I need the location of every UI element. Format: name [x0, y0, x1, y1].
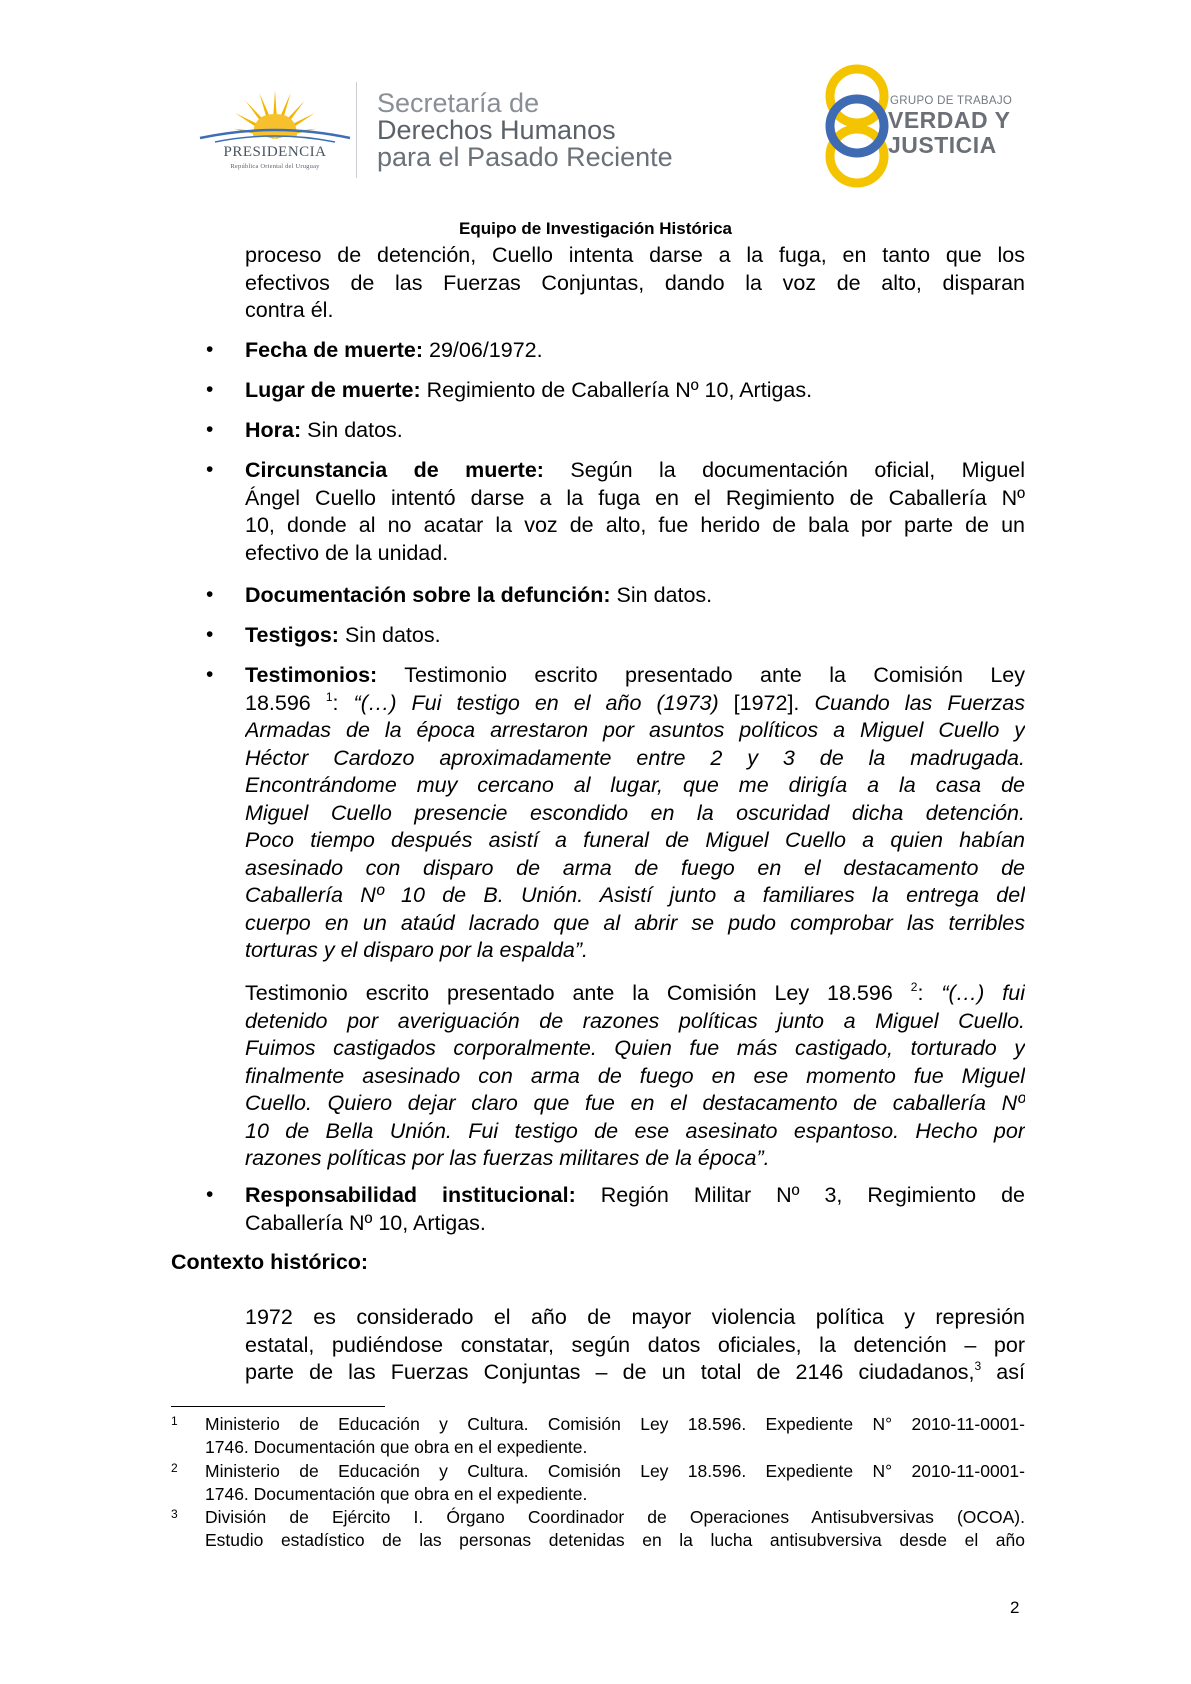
gtvj-line-3: JUSTICIA [888, 132, 997, 158]
circunstancia-line-4: efectivo de la unidad. [245, 540, 449, 565]
testimonio-2-intro: Testimonio escrito presentado ante la Comisión Ley 18.596 [245, 981, 893, 1005]
bullet-documentacion: • [206, 583, 214, 606]
contexto-paragraph [245, 1304, 1025, 1387]
responsabilidad-line-1 [245, 1182, 1025, 1210]
secretaria-line-3: para el Pasado Reciente [377, 142, 673, 172]
testimonios-line-7: Poco tiempo después asistí a funeral de Miguel Cuello a quien habían [245, 828, 1025, 852]
footnote-2-line-1: Ministerio de Educación y Cultura. Comisión Ley 18.596. Expediente N° 2010-11-0001- [205, 1461, 1025, 1481]
circunstancia-line-2: Ángel Cuello intentó darse a la fuga en el Regimiento de Caballería Nº [245, 485, 1025, 510]
bullet-lugar: • [206, 378, 214, 401]
testimonio-2-line-3: Fuimos castigados corporalmente. Quien fue más castigado, torturado y [245, 1036, 1025, 1060]
documentacion-value: Sin datos. [616, 583, 713, 607]
responsabilidad-line-2: Caballería Nº 10, Artigas. [245, 1210, 486, 1235]
bullet-fecha: • [206, 338, 214, 361]
testimonio-2-line-2: detenido por averiguación de razones políticas junto a Miguel Cuello. [245, 1008, 1025, 1033]
responsabilidad-label: Responsabilidad institucional: [245, 1183, 576, 1207]
contexto-text-3b: así [996, 1360, 1025, 1384]
testimonio-2-paragraph [245, 980, 1025, 1173]
bullet-responsabilidad: • [206, 1183, 214, 1206]
testimonio-2-line-6: 10 de Bella Unión. Fui testigo de ese asesinato espantoso. Hecho por [245, 1118, 1025, 1143]
quote-continue: Cuando las Fuerzas [814, 690, 1025, 715]
ley-number: 18.596 [245, 690, 311, 715]
quote-2-start: “(…) fui [941, 981, 1025, 1005]
testimonios-label: Testimonios: [245, 663, 378, 687]
documentacion-label: Documentación sobre la defunción: [245, 583, 611, 607]
circunstancia-line-1 [245, 457, 1025, 485]
footnote-1-line-1: Ministerio de Educación y Cultura. Comisión Ley 18.596. Expediente N° 2010-11-0001- [205, 1414, 1025, 1434]
testimonios-line-8: asesinado con disparo de arma de fuego en el destacamento de [245, 855, 1025, 880]
testimonio-2-line-7: razones políticas por las fuerzas militares de la época”. [245, 1146, 770, 1170]
footnote-3-number: 3 [171, 1507, 178, 1521]
footnote-ref-3: 3 [974, 1359, 982, 1373]
testimonios-line-1 [245, 662, 1025, 690]
colon-2: : [917, 981, 924, 1005]
team-title: Equipo de Investigación Histórica [459, 219, 732, 238]
footnote-separator [171, 1406, 385, 1407]
footnote-2 [205, 1460, 1025, 1506]
bullet-hora: • [206, 418, 214, 441]
secretaria-line-1: Secretaría de [377, 88, 540, 118]
colon: : [332, 690, 339, 715]
footnote-2-number: 2 [171, 1461, 178, 1475]
testimonios-item [245, 662, 1025, 965]
testimonios-line-3: Armadas de la época arrestaron por asuntos políticos a Miguel Cuello y [245, 718, 1025, 742]
testimonio-2-line-5: Cuello. Quiero dejar claro que fue en el destacamento de caballería Nº [245, 1091, 1025, 1115]
lugar-item [245, 377, 1025, 405]
year-correction: [1972]. [733, 690, 800, 715]
hora-value: Sin datos. [307, 418, 403, 442]
testimonios-line-6: Miguel Cuello presencie escondido en la oscuridad dicha detención. [245, 800, 1025, 825]
footnote-3-line-1: División de Ejército I. Órgano Coordinador de Operaciones Antisubversivas (OCOA). [205, 1507, 1025, 1527]
footnote-2-line-2: 1746. Documentación que obra en el expediente. [205, 1484, 588, 1504]
footnote-ref-1: 1 [325, 689, 333, 704]
testimonios-line-2 [245, 690, 1025, 718]
fecha-item [245, 337, 1025, 365]
intro-paragraph [245, 242, 1025, 325]
secretaria-line-2: Derechos Humanos [377, 115, 616, 145]
fecha-label: Fecha de muerte: [245, 338, 424, 362]
testimonios-line-5: Encontrándome muy cercano al lugar, que me dirigía a la casa de [245, 773, 1025, 797]
footnote-3-line-2: Estudio estadístico de las personas detenidas en la lucha antisubversiva desde el año [205, 1530, 1025, 1550]
contexto-line-1: 1972 es considerado el año de mayor violencia política y represión [245, 1305, 1025, 1329]
contexto-line-2: estatal, pudiéndose constatar, según datos oficiales, la detención – por [245, 1332, 1025, 1357]
lugar-value: Regimiento de Caballería Nº 10, Artigas. [426, 378, 813, 402]
page-number: 2 [1010, 1598, 1020, 1617]
circunstancia-line-3: 10, donde al no acatar la voz de alto, fue herido de bala por parte de un [245, 513, 1025, 537]
lugar-label: Lugar de muerte: [245, 378, 421, 402]
gtvj-line-2: VERDAD Y [888, 107, 1011, 133]
hora-label: Hora: [245, 418, 302, 442]
testimonios-line-10: cuerpo en un ataúd lacrado que al abrir se pudo comprobar las terribles [245, 910, 1025, 935]
intro-line-2: efectivos de las Fuerzas Conjuntas, dando la voz de alto, disparan [245, 270, 1025, 295]
testigos-item [245, 622, 1025, 650]
testimonios-text-1: Testimonio escrito presentado ante la Comisión Ley [404, 663, 1025, 687]
testigos-label: Testigos: [245, 623, 339, 647]
gtvj-line-1: GRUPO DE TRABAJO [890, 95, 1013, 107]
contexto-text-3: parte de las Fuerzas Conjuntas – de un total de 2146 ciudadanos, [245, 1360, 975, 1384]
intro-line-3: contra él. [245, 298, 334, 322]
testimonio-2-line-4: finalmente asesinado con arma de fuego en ese momento fue Miguel [245, 1063, 1025, 1088]
fecha-value: 29/06/1972. [429, 338, 543, 362]
bullet-testigos: • [206, 623, 214, 646]
documentacion-item [245, 582, 1025, 610]
footnote-1-number: 1 [171, 1414, 178, 1428]
testimonios-line-9: Caballería Nº 10 de B. Unión. Asistí junto a familiares la entrega del [245, 883, 1025, 907]
footnote-ref-2: 2 [910, 980, 918, 994]
quote-start: “(…) Fui testigo en el año (1973) [353, 690, 719, 715]
presidencia-name: PRESIDENCIA [223, 144, 327, 160]
circunstancia-text-1: Según la documentación oficial, Miguel [570, 458, 1025, 482]
testimonio-2-line-1 [245, 980, 1025, 1008]
footnote-1 [205, 1413, 1025, 1459]
presidencia-subtitle: República Oriental del Uruguay [230, 163, 320, 170]
intro-line-1: proceso de detención, Cuello intenta darse a la fuga, en tanto que los [245, 243, 1025, 267]
responsabilidad-item [245, 1182, 1025, 1237]
testimonios-line-4: Héctor Cardozo aproximadamente entre 2 y 3 de la madrugada. [245, 745, 1025, 770]
testigos-value: Sin datos. [344, 623, 441, 647]
responsabilidad-text-1: Región Militar Nº 3, Regimiento de [600, 1183, 1025, 1207]
testimonios-line-11: torturas y el disparo por la espalda”. [245, 938, 588, 962]
circunstancia-item [245, 457, 1025, 567]
bullet-circunstancia: • [206, 458, 214, 481]
contexto-line-3 [245, 1359, 1025, 1387]
bullet-testimonios: • [206, 663, 214, 686]
circunstancia-label: Circunstancia de muerte: [245, 458, 544, 482]
contexto-heading: Contexto histórico: [171, 1250, 369, 1274]
hora-item [245, 417, 1025, 445]
footnote-1-line-2: 1746. Documentación que obra en el expediente. [205, 1437, 588, 1457]
footnote-3 [205, 1506, 1025, 1552]
